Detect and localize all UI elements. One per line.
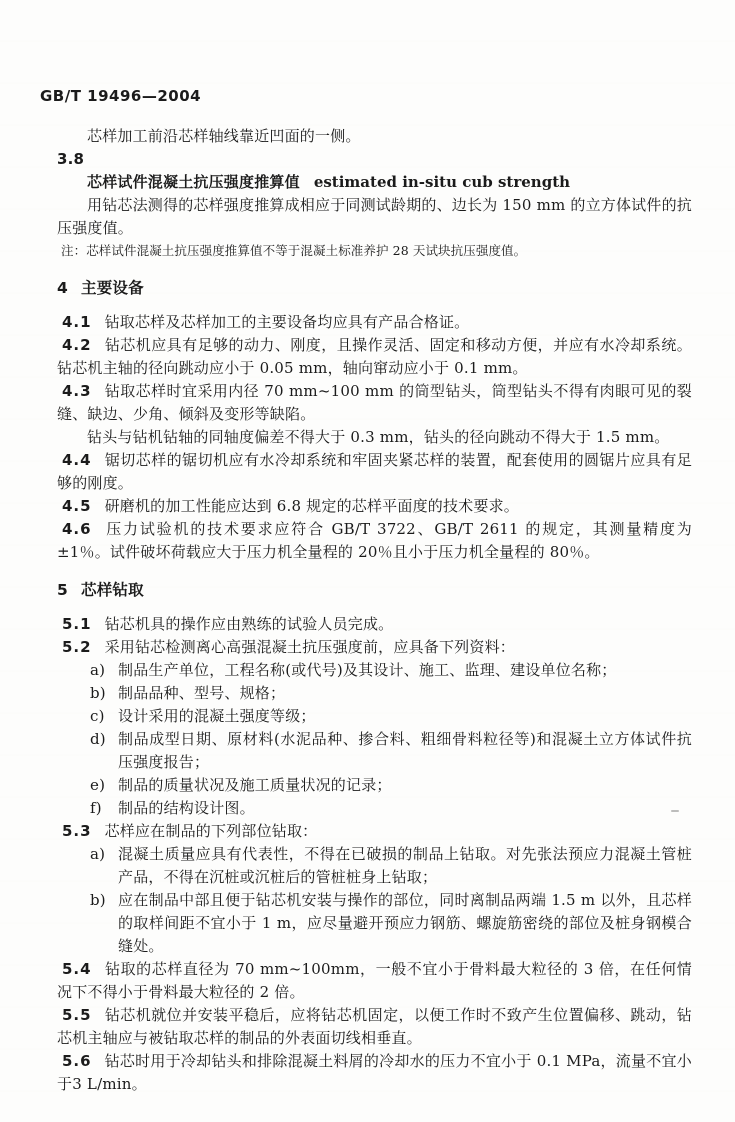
clause-4-3 — [57, 380, 692, 426]
clause-text: 钻芯机具的操作应由熟练的试验人员完成。 — [104, 615, 394, 633]
item-marker: b) — [90, 684, 106, 702]
item-text: 制品品种、型号、规格； — [118, 684, 286, 702]
section-title: 芯样钻取 — [81, 581, 144, 599]
item-text: 应在制品中部且便于钻芯机安装与操作的部位，同时离制品两端 1.5 m 以外，且芯样的取样间距不宜小于 1 m，应尽量避开预应力钢筋、螺旋筋密绕的部位及桩身钢模合缝处。 — [118, 891, 692, 955]
section-title: 主要设备 — [81, 279, 144, 297]
item-marker: a) — [90, 661, 106, 679]
clause-text: 压力试验机的技术要求应符合 GB/T 3722、GB/T 2611 的规定，其测量精度为±1％。试件破坏荷载应大于压力机全量程的 20％且小于压力机全量程的 80％。 — [57, 520, 692, 561]
list-item-5-2-b — [90, 682, 692, 705]
clause-5-2 — [57, 636, 692, 659]
list-item-5-2-f — [90, 797, 692, 820]
item-text: 混凝土质量应具有代表性，不得在已破损的制品上钻取。对先张法预应力混凝土管桩产品，不得在沉桩或沉桩后的管桩桩身上钻取； — [118, 845, 692, 886]
clause-number: 4.3 — [62, 382, 92, 400]
item-marker: a) — [90, 845, 106, 863]
clause-number: 5.6 — [62, 1052, 92, 1070]
clause-5-5 — [57, 1004, 692, 1050]
clause-text: 研磨机的加工性能应达到 6.8 规定的芯样平面度的技术要求。 — [104, 497, 519, 515]
list-item-5-3-b — [90, 889, 692, 958]
item-text: 制品成型日期、原材料(水泥品种、掺合料、粗细骨料粒径等)和混凝土立方体试件抗压强度报告； — [118, 730, 692, 771]
clause-text: 采用钻芯检测离心高强混凝土抗压强度前，应具备下列资料： — [104, 638, 515, 656]
clause-number: 4.2 — [62, 336, 92, 354]
clause-4-3-subparagraph: 钻头与钻机钻轴的同轴度偏差不得大于 0.3 mm，钻头的径向跳动不得大于 1.5 mm。 — [87, 428, 670, 446]
item-marker: e) — [90, 776, 106, 794]
term-definition: 用钻芯法测得的芯样强度推算成相应于同测试龄期的、边长为 150 mm 的立方体试件的抗压强度值。 — [57, 196, 692, 237]
clause-4-5 — [57, 495, 692, 518]
clause-5-1 — [57, 613, 692, 636]
running-header: GB/T 19496—2004 — [40, 87, 202, 105]
item-text: 设计采用的混凝土强度等级； — [118, 707, 316, 725]
clause-4-4 — [57, 449, 692, 495]
clause-text: 钻芯时用于冷却钻头和排除混凝土料屑的冷却水的压力不宜小于 0.1 MPa，流量不宜小于3 L/min。 — [57, 1052, 692, 1093]
clause-5-6 — [57, 1050, 692, 1096]
clause-number: 4.5 — [62, 497, 92, 515]
section-number: 5 — [57, 581, 68, 599]
list-item-5-2-c — [90, 705, 692, 728]
clause-number: 4.4 — [62, 451, 92, 469]
clause-number: 5.4 — [62, 960, 92, 978]
clause-number: 5.1 — [62, 615, 92, 633]
clause-text: 钻芯机应具有足够的动力、刚度，且操作灵活、固定和移动方便，并应有水冷却系统。钻芯机主轴的径向跳动应小于 0.05 mm，轴向窜动应小于 0.1 mm。 — [57, 336, 692, 377]
term-title — [57, 171, 692, 194]
intro-paragraph: 芯样加工前沿芯样轴线靠近凹面的一侧。 — [87, 127, 361, 145]
item-text: 制品的结构设计图。 — [118, 799, 255, 817]
clause-number: 5.3 — [62, 822, 92, 840]
item-text: 制品生产单位，工程名称(或代号)及其设计、施工、监理、建设单位名称； — [118, 661, 617, 679]
clause-number: 4.1 — [62, 313, 92, 331]
term-title-en: estimated in-situ cub strength — [313, 173, 571, 191]
list-item-5-2-a — [90, 659, 692, 682]
item-text: 制品的质量状况及施工质量状况的记录； — [118, 776, 392, 794]
clause-text: 钻芯机就位并安装平稳后，应将钻芯机固定，以便工作时不致产生位置偏移、跳动，钻芯机主轴应与被钻取芯样的制品的外表面切线相垂直。 — [57, 1006, 692, 1047]
clause-text: 锯切芯样的锯切机应有水冷却系统和牢固夹紧芯样的装置，配套使用的圆锯片应具有足够的刚度。 — [57, 451, 692, 492]
clause-5-3 — [57, 820, 692, 843]
list-item-5-2-d — [90, 728, 692, 774]
clause-4-2 — [57, 334, 692, 380]
section-heading-4 — [57, 277, 692, 300]
clause-text: 钻取的芯样直径为 70 mm~100mm，一般不宜小于骨料最大粒径的 3 倍，在任何情况下不得小于骨料最大粒径的 2 倍。 — [57, 960, 692, 1001]
clause-5-4 — [57, 958, 692, 1004]
section-heading-5 — [57, 579, 692, 602]
clause-number: 5.2 — [62, 638, 92, 656]
term-number: 3.8 — [57, 150, 85, 168]
item-marker: d) — [90, 730, 106, 748]
clause-4-6 — [57, 518, 692, 564]
item-marker: c) — [90, 707, 105, 725]
clause-number: 5.5 — [62, 1006, 92, 1024]
clause-text: 钻取芯样时宜采用内径 70 mm~100 mm 的筒型钻头，筒型钻头不得有肉眼可见的裂缝、缺边、少角、倾斜及变形等缺陷。 — [57, 382, 692, 423]
item-marker: f) — [90, 799, 102, 817]
clause-text: 钻取芯样及芯样加工的主要设备均应具有产品合格证。 — [104, 313, 470, 331]
clause-text: 芯样应在制品的下列部位钻取： — [104, 822, 318, 840]
clause-4-1 — [57, 311, 692, 334]
term-note: 注：芯样试件混凝土抗压强度推算值不等于混凝土标准养护 28 天试块抗压强度值。 — [61, 243, 527, 258]
term-title-zh: 芯样试件混凝土抗压强度推算值 — [87, 173, 300, 191]
clause-number: 4.6 — [62, 520, 92, 538]
section-number: 4 — [57, 279, 68, 297]
scan-artifact-speck — [671, 810, 679, 812]
item-marker: b) — [90, 891, 106, 909]
list-item-5-2-e — [90, 774, 692, 797]
list-item-5-3-a — [90, 843, 692, 889]
